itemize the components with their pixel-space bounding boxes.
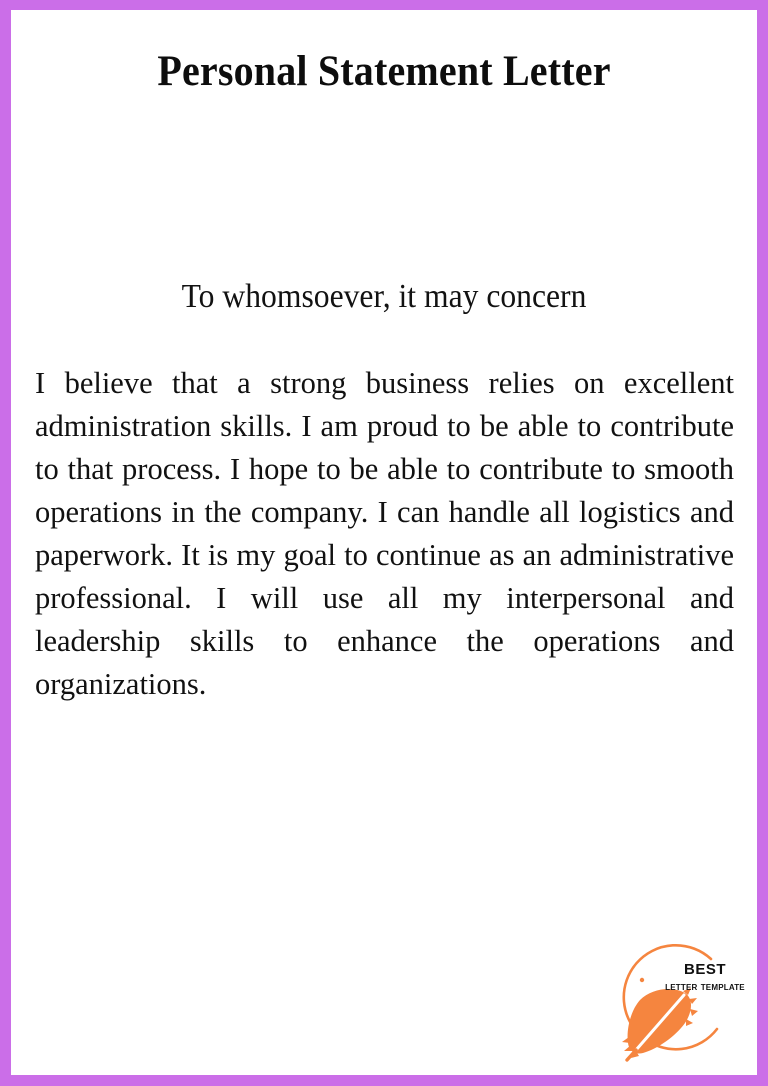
logo-artwork	[605, 933, 751, 1065]
logo-tagline: letter template	[665, 981, 745, 993]
brand-logo	[605, 933, 751, 1065]
logo-wordmark	[657, 955, 753, 994]
logo-brand-name: best	[683, 954, 726, 979]
letter-page	[11, 10, 757, 1075]
page-title: Personal Statement Letter	[157, 48, 611, 95]
dot-accent-icon	[640, 978, 644, 982]
letter-salutation: To whomsoever, it may concern	[181, 278, 587, 315]
letter-body-paragraph: I believe that a strong business relies on excellent administration skills. I am proud to be able to contribute to that process. I hope to be able to contribute to smooth operations in the company. I can handle all logistics and paperwork. It is my goal to continue as an administrative professional. I will use all my interpersonal and leadership skills to enhance the operations and organizations.	[35, 366, 734, 701]
